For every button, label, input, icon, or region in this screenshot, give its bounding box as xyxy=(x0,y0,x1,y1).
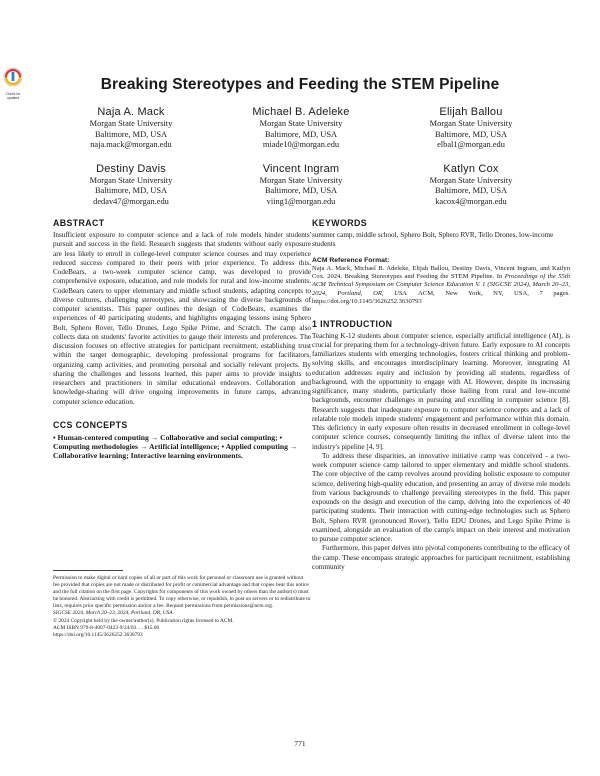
author-email[interactable]: miade10@morgan.edu xyxy=(262,140,340,150)
isbn-line: ACM ISBN 979-8-4007-0423-9/24/03. . . $15.00 xyxy=(53,624,160,631)
keywords-heading: KEYWORDS xyxy=(312,218,368,228)
author-row xyxy=(46,163,556,208)
author-affiliation: Morgan State University xyxy=(259,175,343,185)
author-location: Baltimore, MD, USA xyxy=(264,129,338,139)
right-column xyxy=(312,218,570,572)
keywords-text: summer camp, middle school, Sphero Bolt, Sphero RVR, Tello Drones, low-income students xyxy=(312,231,554,249)
left-column xyxy=(53,218,311,461)
author-name: Elijah Ballou xyxy=(439,106,503,118)
author-affiliation: Morgan State University xyxy=(259,119,343,128)
author-row xyxy=(46,106,556,151)
reference-proceedings: Proceedings of the 55th ACM Technical Symposium on Computer Science Education V. 1 (SIGCSE 2024), March 20–23, 2024, Portland, OR, USA. xyxy=(312,272,570,297)
author-name: Katlyn Cox xyxy=(443,162,499,175)
check-for-updates-label: Check for updates xyxy=(5,92,21,100)
paper-title: Breaking Stereotypes and Feeding the STEM Pipeline xyxy=(100,76,500,93)
author-location: Baltimore, MD, USA xyxy=(94,129,168,139)
intro-paragraph-1: Teaching K-12 students about computer science, especially artificial intelligence (AI), is crucial for preparing them for a technology-driven future. Early exposure to AI concepts familiarizes students with emerging technologies, fosters critical thinking and problem-solving skills, and encourages interdisciplinary learning. Moreover, integrating AI education addresses equity and inclusion by providing all students, regardless of background, with the opportunity to engage with AI. However, despite its increasing significance, many students, particularly those hailing from rural and low-income backgrounds, encounter challenges in pursuing and excelling in computer science [8]. Research suggests that inadequate exposure to computer science concepts and a lack of relatable role models impede students' engagement and performance within this domain. This deficiency in early exposure often results in decreased enrollment in college-level computer science courses, consequently limiting the influx of diverse talent into the industry's pipeline [4, 9]. xyxy=(312,331,570,451)
author-card xyxy=(46,163,216,208)
author-card xyxy=(216,163,386,208)
doi-link[interactable]: https://doi.org/10.1145/3626252.3630793 xyxy=(53,631,143,638)
author-location: Baltimore, MD, USA xyxy=(94,186,168,196)
abstract-text: Insufficient exposure to computer science and a lack of role models hinder students' pursuit and success in the field. Research suggests that students without early exposure are less likely to enroll in college-level computer science courses and may experience reduced success compared to their peers with prior experience. To address this, CodeBears, a two-week computer science camp, was developed to provide comprehensive exposure, education, and role models for rural and low-income students. CodeBears caters to upper elementary and middle school students, adapting concepts to diverse cultures, challenging stereotypes, and showcasing the diverse backgrounds of computer scientists. This paper outlines the design of CodeBears, examines the experiences of 40 participating students, and highlights engaging lessons using Sphero Bolt, Sphero Rover, Tello Drones, Lego Spike Prime, and Scratch. The camp also collects data on students' favorite activities to gauge their interests and preferences. The discussion focuses on effective strategies for participant recruitment, establishing trust within the target demographic, developing professional programs for facilitators, organizing camp activities, and promoting personal and socially relevant projects. By sharing the challenges and lessons learned, this paper aims to provide insights to researchers and practitioners in similar educational endeavors. Collaboration and knowledge-sharing will drive ongoing improvements in future camps, advancing computer science education. xyxy=(53,231,311,406)
author-email[interactable]: viing1@morgan.edu xyxy=(266,196,336,206)
author-affiliation: Morgan State University xyxy=(89,175,173,185)
author-card xyxy=(386,163,556,208)
author-location: Baltimore, MD, USA xyxy=(264,186,338,196)
intro-paragraph-2: To address these disparities, an innovative initiative camp was conceived - a two-week computer science camp tailored to upper elementary and middle school students. The core objective of the camp revolves around providing holistic exposure to computer science, delivering high-quality education, and presenting an array of diverse role models from various backgrounds to challenge prevailing stereotypes in the field. This paper expounds on the design and execution of the camp, delving into the experiences of 40 participating students. Their interaction with cutting-edge technologies such as Sphero Bolt, Sphero RVR (pronounced Rover), Tello EDU Drones, and Lego Spike Prime is examined, alongside an evaluation of the camp's impact on their interest and motivation to pursue computer science. xyxy=(312,451,570,544)
venue-line: SIGCSE 2024, March 20–23, 2024, Portland, OR, USA. xyxy=(53,610,174,617)
ccs-text: • Human-centered computing → Collaborative and social computing; • Computing methodologies → Artificial intelligence; • Applied computing → Collaborative learning; Interactive learning environments. xyxy=(53,432,298,461)
reference-tail[interactable]: ACM, New York, NY, USA, 7 pages. https://doi.org/10.1145/3626252.3630793 xyxy=(312,289,570,306)
author-card xyxy=(386,106,556,151)
author-email[interactable]: elbal1@morgan.edu xyxy=(437,140,505,150)
intro-paragraph-3: Furthermore, this paper delves into pivotal components contributing to the efficacy of the camp. These encompass strategic approaches for participant recruitment, establishing community xyxy=(312,544,570,571)
introduction-heading: 1 INTRODUCTION xyxy=(312,318,393,329)
page-number: 771 xyxy=(294,739,306,748)
author-email[interactable]: kacox4@morgan.edu xyxy=(435,196,507,206)
author-location: Baltimore, MD, USA xyxy=(434,129,508,139)
author-affiliation: Morgan State University xyxy=(429,119,513,128)
author-name: Destiny Davis xyxy=(96,162,166,175)
reference-format-label: ACM Reference Format: xyxy=(312,256,390,264)
ccs-heading: CCS CONCEPTS xyxy=(53,419,128,430)
reference-format-text xyxy=(312,265,570,307)
permission-notice: Permission to make digital or hard copies of all or part of this work for personal or classroom use is granted without fee provided that copies are not made or distributed for profit or commercial advantage and that copies bear this notice and the full citation on the first page. Copyrights for components of this work owned by others than the author(s) must be honored. Abstracting with credit is permitted. To copy otherwise, or republish, to post on servers or to redistribute to lists, requires prior specific permission and/or a fee. Request permissions from permissions@acm.org. xyxy=(53,575,311,610)
author-affiliation: Morgan State University xyxy=(429,175,513,185)
author-card xyxy=(46,106,216,151)
author-location: Baltimore, MD, USA xyxy=(434,186,508,196)
author-name: Naja A. Mack xyxy=(97,106,165,118)
author-email[interactable]: naja.mack@morgan.edu xyxy=(90,140,172,150)
author-name: Vincent Ingram xyxy=(262,162,340,175)
copyright-footnote xyxy=(53,570,311,639)
author-email[interactable]: dedav47@morgan.edu xyxy=(93,196,169,206)
author-block xyxy=(46,106,556,208)
abstract-heading: ABSTRACT xyxy=(53,218,105,228)
reference-authors: Naja A. Mack, Michael B. Adeleke, Elijah Ballou, Destiny Davis, Vincent Ingram, and Katlyn Cox. 2024. Breaking Stereotypes and Feeding the STEM Pipeline. In xyxy=(312,264,570,280)
author-name: Michael B. Adeleke xyxy=(252,106,350,118)
copyright-line: © 2024 Copyright held by the owner/author(s). Publication rights licensed to ACM. xyxy=(53,617,234,624)
footnote-divider xyxy=(53,570,123,571)
author-card xyxy=(216,106,386,151)
author-affiliation: Morgan State University xyxy=(89,119,173,128)
